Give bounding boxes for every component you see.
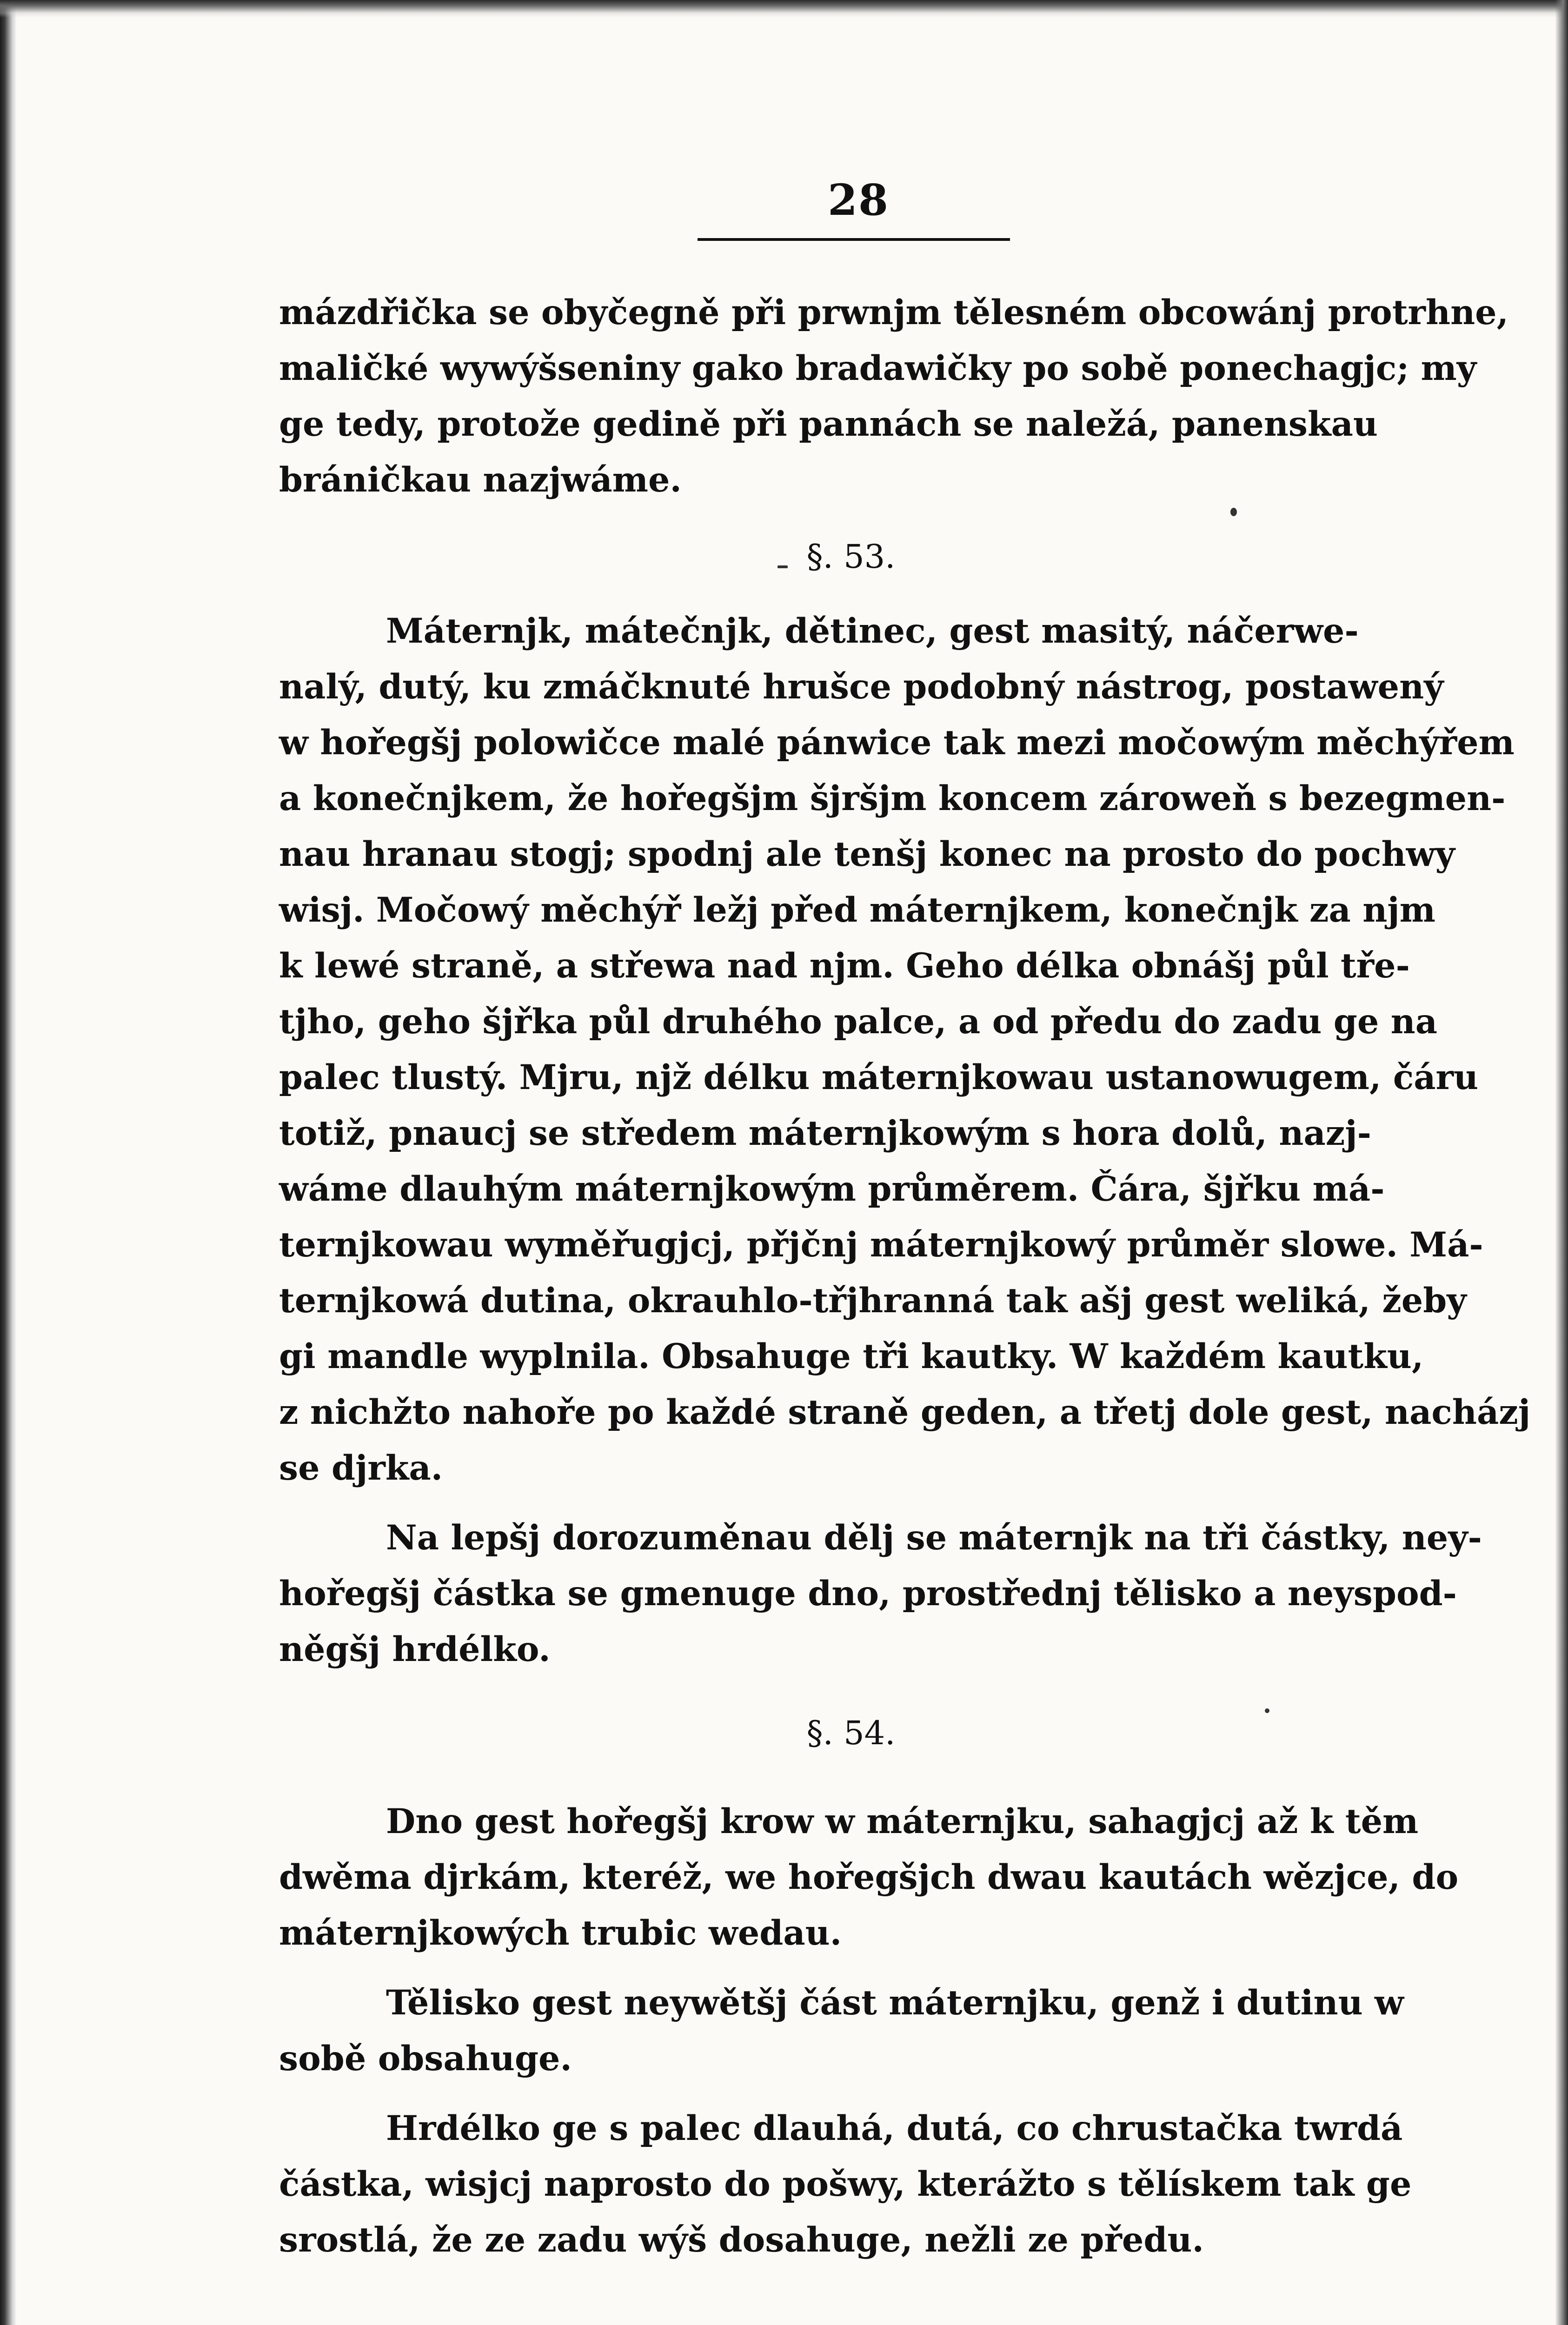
text-line: nalý, dutý, ku zmáčknuté hrušce podobný nástrog, postawený	[279, 667, 1444, 707]
text-line: Dno gest hořegšj krow w máternjku, sahagjcj až k těm	[386, 1801, 1419, 1841]
page-top-shadow	[0, 0, 1568, 18]
text-line: totiž, pnaucj se středem máternjkowým s hora dolů, nazj-	[279, 1113, 1371, 1153]
text-line: a konečnjkem, že hořegšjm šjršjm koncem zároweň s bezegmen-	[279, 778, 1506, 818]
text-line: Tělisko gest neywětšj část máternjku, genž i dutinu w	[386, 1983, 1404, 2023]
header-rule	[698, 238, 1010, 241]
text-line: z nichžto nahoře po každé straně geden, a třetj dole gest, nacházj	[279, 1392, 1531, 1432]
paragraph-continued	[279, 285, 1509, 508]
paragraph-telisko	[279, 1975, 1423, 2086]
section-heading-54: §. 54.	[806, 1714, 896, 1752]
section-heading-53: §. 53.	[806, 538, 896, 576]
text-line: Máternjk, mátečnjk, dětinec, gest masitý, náčerwe-	[386, 611, 1359, 651]
text-line: ternjkowau wyměřugjcj, přjčnj máternjkowý průměr slowe. Má-	[279, 1225, 1483, 1265]
page-right-shadow	[1555, 0, 1568, 2325]
text-line: dwěma djrkám, kteréž, we hořegšjch dwau kautách wězjce, do	[279, 1857, 1459, 1897]
text-line: částka, wisjcj naprosto do pošwy, kterážto s tělískem tak ge	[279, 2164, 1412, 2204]
text-line: ge tedy, protože gedině při pannách se naležá, panenskau	[279, 404, 1378, 444]
paragraph-gap	[279, 1961, 1423, 1975]
text-line: bráničkau nazjwáme.	[279, 460, 682, 500]
text-line: mázdřička se obyčegně při prwnjm tělesném obcowánj protrhne,	[279, 292, 1509, 332]
paragraph-maternjk	[279, 603, 1531, 1496]
text-line: gi mandle wyplnila. Obsahuge tři kautky. W každém kautku,	[279, 1336, 1424, 1376]
text-line: něgšj hrdélko.	[279, 1629, 551, 1669]
text-line: tjho, geho šjřka půl druhého palce, a od předu do zadu ge na	[279, 1002, 1438, 1042]
paragraph-parts	[279, 1510, 1482, 1677]
body-text	[279, 285, 1531, 2268]
text-line: ternjkowá dutina, okrauhlo-třjhranná tak ašj gest weliká, žeby	[279, 1281, 1467, 1321]
text-line: k lewé straně, a střewa nad njm. Geho délka obnášj půl tře-	[279, 946, 1410, 986]
text-line: hořegšj částka se gmenuge dno, prostřednj tělisko a neyspod-	[279, 1574, 1457, 1614]
paragraph-gap	[279, 1496, 1423, 1510]
text-line: nau hranau stogj; spodnj ale tenšj konec na prosto do pochwy	[279, 834, 1455, 874]
text-line: Na lepšj dorozuměnau dělj se máternjk na tři částky, ney-	[386, 1518, 1482, 1558]
text-line: se djrka.	[279, 1448, 443, 1488]
paragraph-dno	[279, 1794, 1459, 1961]
text-line: maličké wywýšseniny gako bradawičky po sobě ponechagjc; my	[279, 348, 1477, 388]
text-line: sobě obsahuge.	[279, 2039, 572, 2079]
text-line: w hořegšj polowičce malé pánwice tak mezi močowým měchýřem	[279, 723, 1515, 763]
page-number: 28	[827, 175, 890, 225]
text-line: wáme dlauhým máternjkowým průměrem. Čára, šjřku má-	[279, 1169, 1385, 1209]
text-line: wisj. Močowý měchýř ležj před máternjkem, konečnjk za njm	[279, 890, 1435, 930]
ink-speck	[1230, 508, 1237, 516]
page-left-shadow	[0, 0, 17, 2325]
text-line: srostlá, že ze zadu wýš dosahuge, nežli ze předu.	[279, 2220, 1204, 2260]
ink-speck	[777, 565, 788, 568]
paragraph-gap	[279, 2086, 1423, 2100]
text-line: palec tlustý. Mjru, njž délku máternjkowau ustanowugem, čáru	[279, 1057, 1479, 1097]
paragraph-hrdelko	[279, 2100, 1423, 2268]
ink-speck	[1265, 1708, 1269, 1713]
text-line: Hrdélko ge s palec dlauhá, dutá, co chrustačka twrdá	[386, 2108, 1403, 2148]
text-line: máternjkowých trubic wedau.	[279, 1913, 842, 1953]
